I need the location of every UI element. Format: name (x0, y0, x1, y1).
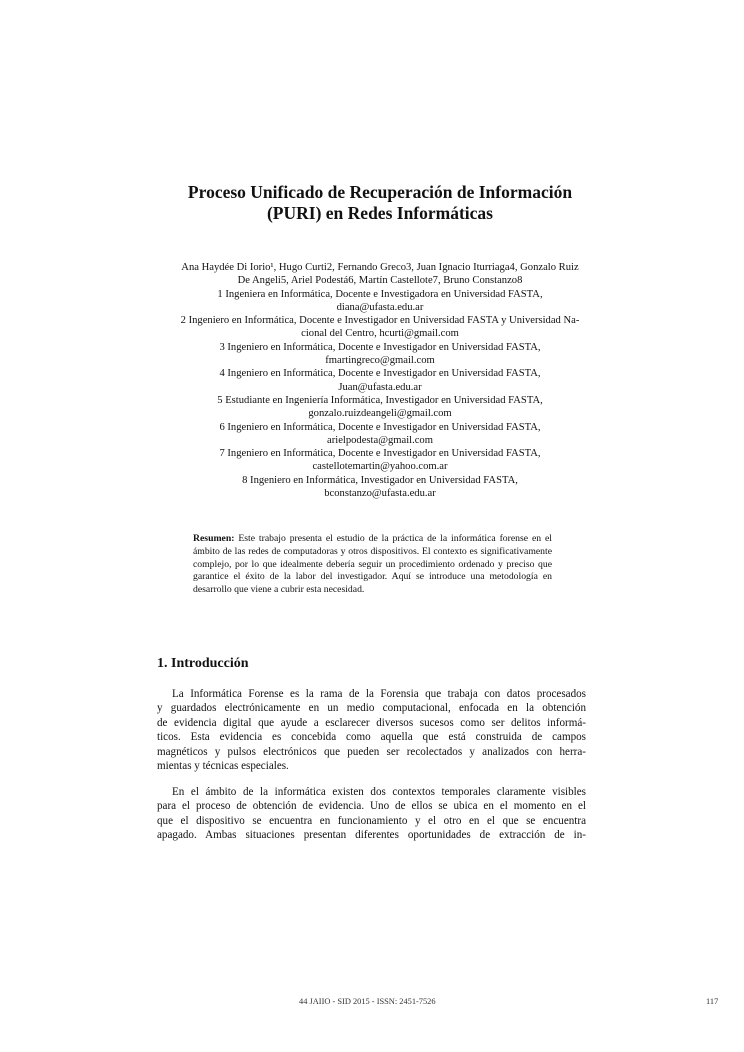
affiliation-line: 5 Estudiante en Ingeniería Informática, Investigador en Universidad FASTA, (217, 394, 543, 406)
paragraph-line: que el dispositivo se encuentra en funcionamiento y el otro en el que se encuentra (157, 814, 586, 827)
email-line: bconstanzo@ufasta.edu.ar (324, 488, 436, 500)
footer-issn: 44 JAIIO - SID 2015 - ISSN: 2451-7526 (299, 997, 436, 1006)
title-line: Proceso Unificado de Recuperación de Información (187, 182, 573, 202)
email-line: fmartingreco@gmail.com (325, 355, 435, 367)
paragraph-line: de evidencia digital que ayude a esclarecer diversos sucesos como ser delitos informá- (157, 716, 586, 729)
paragraph-line: apagado. Ambas situaciones presentan diferentes oportunidades de extracción de in- (157, 829, 586, 842)
paper-title (150, 182, 610, 224)
affiliation-line: 6 Ingeniero en Informática, Docente e Investigador en Universidad FASTA, (219, 421, 541, 433)
email-line: arielpodesta@gmail.com (327, 434, 433, 446)
body-paragraph (157, 785, 586, 843)
email-line: gonzalo.ruizdeangeli@gmail.com (308, 408, 452, 420)
section-heading: 1. Introducción (157, 656, 249, 671)
author-line: De Angeli5, Ariel Podestá6, Martín Castellote7, Bruno Constanzo8 (237, 275, 523, 287)
affiliation-line: 7 Ingeniero en Informática, Docente e Investigador en Universidad FASTA, (219, 448, 541, 460)
page-number: 117 (706, 997, 719, 1006)
paragraph-line: mientas y técnicas especiales. (157, 760, 289, 773)
affiliation-line: 1 Ingeniera en Informática, Docente e Investigadora en Universidad FASTA, (217, 288, 543, 300)
affiliation-line: 3 Ingeniero en Informática, Docente e Investigador en Universidad FASTA, (219, 341, 541, 353)
paragraph-line: y guardados electrónicamente en un medio computacional, enfocada en la obtención (157, 702, 586, 715)
affiliation-line: 2 Ingeniero en Informática, Docente e Investigador en Universidad FASTA y Universidad Na- (180, 315, 580, 327)
affiliation-line: 4 Ingeniero en Informática, Docente e Investigador en Universidad FASTA, (219, 368, 541, 380)
abstract-label: Resumen: (193, 533, 235, 544)
affiliation-line: cional del Centro, hcurti@gmail.com (301, 328, 459, 340)
paragraph-line: La Informática Forense es la rama de la Forensia que trabaja con datos procesados (172, 688, 586, 700)
abstract (193, 533, 552, 597)
paragraph-line: para el proceso de obtención de evidencia. Uno de ellos se ubica en el momento en el (157, 800, 586, 813)
body-paragraph (157, 687, 586, 773)
email-line: castellotemartin@yahoo.com.ar (312, 461, 448, 473)
email-line: diana@ufasta.edu.ar (336, 301, 424, 313)
paragraph-line: En el ámbito de la informática existen dos contextos temporales claramente visibles (172, 786, 586, 798)
paragraph-line: ticos. Esta evidencia es concebida como aquella que está construida de campos (157, 731, 586, 744)
author-line: Ana Haydée Di Iorio¹, Hugo Curti2, Fernando Greco3, Juan Ignacio Iturriaga4, Gonzalo Ruiz (181, 262, 579, 273)
paragraph-line: magnéticos y pulsos electrónicos que pueden ser recolectados y analizados con herra- (157, 745, 586, 758)
abstract-text: Este trabajo presenta el estudio de la práctica de la informática forense en el ámbito de las redes de computadoras y otros dispositivos. El contexto es significativamente complejo, por lo que idealmente debería seguir un procedimiento ordenado y preciso que garantice el éxito de la labor del investigador. Aquí se introduce una metodología en desarrollo que viene a cubrir esta necesidad. (193, 533, 553, 596)
title-line: (PURI) en Redes Informáticas (266, 203, 493, 223)
email-line: Juan@ufasta.edu.ar (338, 381, 422, 393)
author-affiliations (158, 261, 602, 500)
affiliation-line: 8 Ingeniero en Informática, Investigador en Universidad FASTA, (242, 474, 518, 486)
